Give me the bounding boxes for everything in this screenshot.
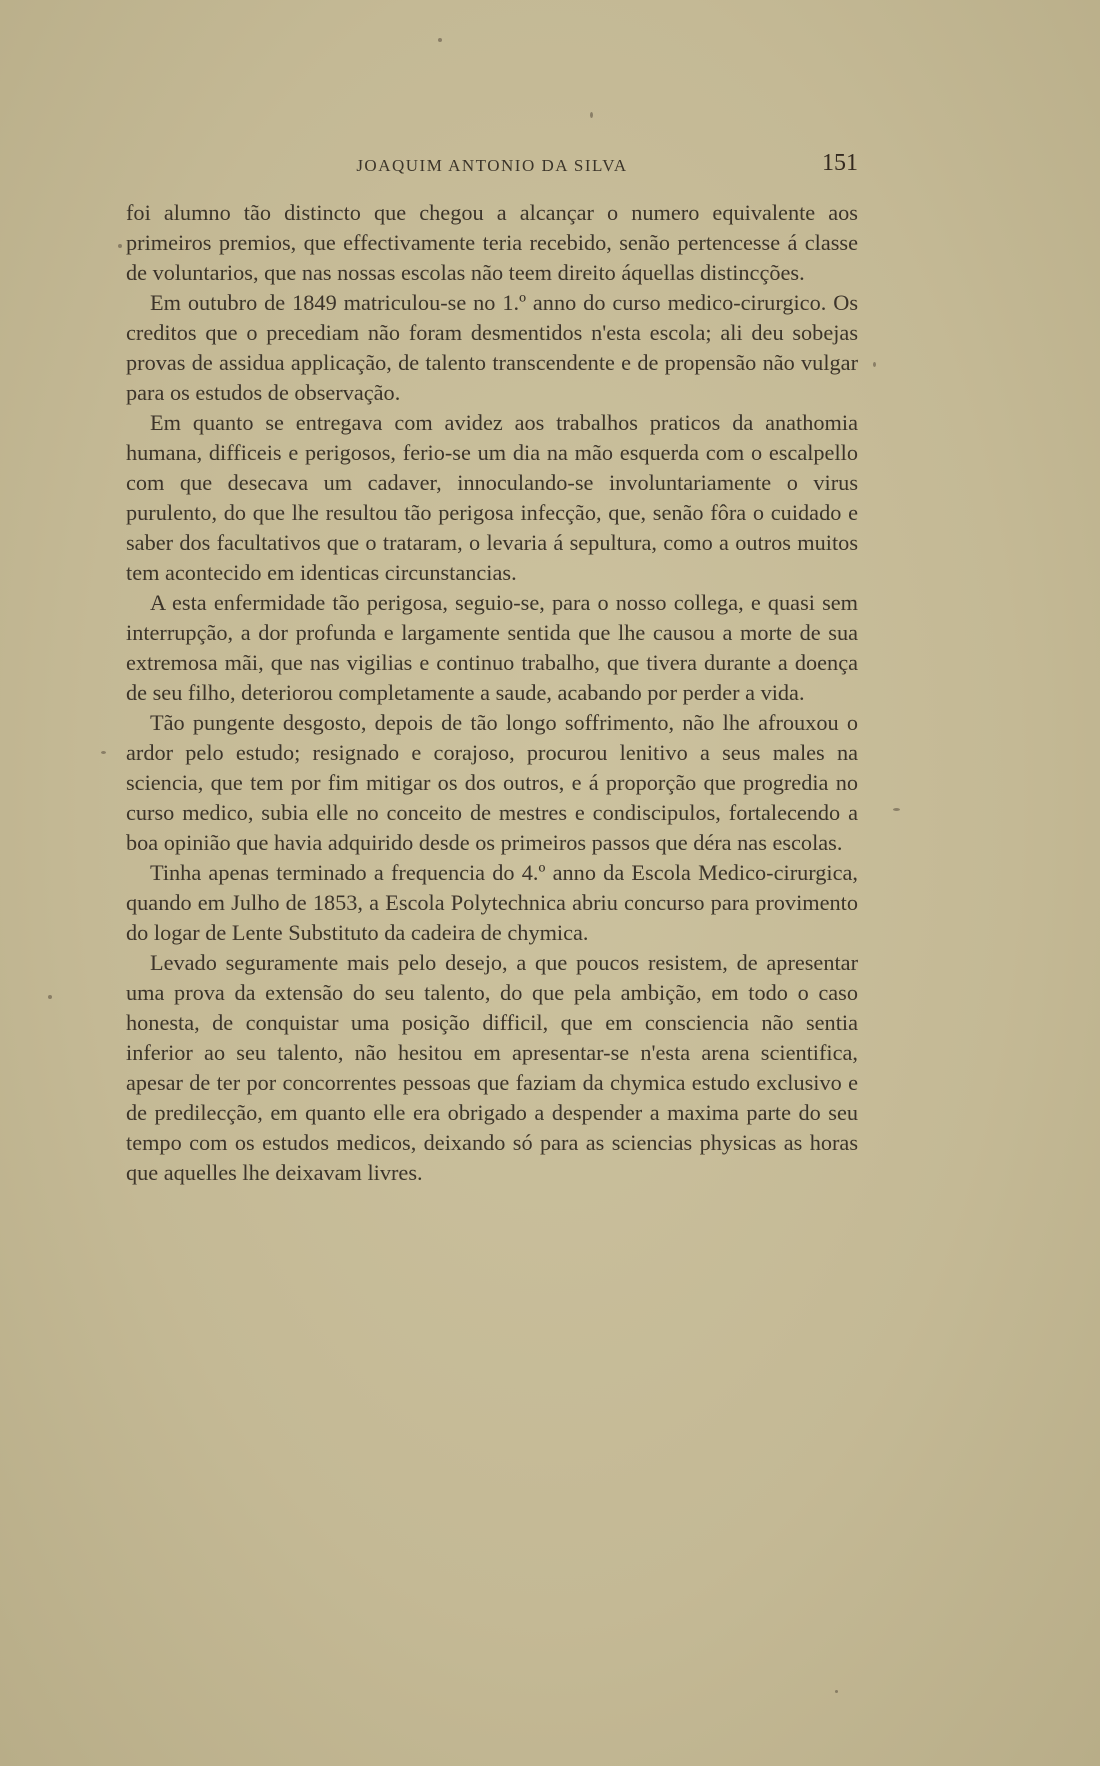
paper-speck: [835, 1690, 838, 1693]
paper-speck: [873, 362, 876, 367]
paragraph: Tão pungente desgosto, depois de tão longo soffrimento, não lhe afrouxou o ardor pelo estudo; resignado e corajoso, procurou lenitivo a seus males na sciencia, que tem por fim mitigar os dos outros, e á proporção que progredia no curso medico, subia elle no conceito de mestres e condiscipulos, fortalecendo a boa opinião que havia adquirido desde os primeiros passos que déra nas escolas.: [126, 710, 858, 855]
paper-speck: [438, 38, 442, 42]
paragraph: Tinha apenas terminado a frequencia do 4.º anno da Escola Medico-cirurgica, quando em Julho de 1853, a Escola Polytechnica abriu concurso para provimento do logar de Lente Substituto da cadeira de chymica.: [126, 860, 858, 945]
paper-speck: [590, 112, 593, 118]
body-text: [126, 198, 858, 1188]
paper-speck: [118, 244, 122, 248]
paragraph: A esta enfermidade tão perigosa, seguio-se, para o nosso collega, e quasi sem interrupção, a dor profunda e largamente sentida que lhe causou a morte de sua extremosa mãi, que nas vigilias e continuo trabalho, que tivera durante a doença de seu filho, deteriorou completamente a saude, acabando por perder a vida.: [126, 590, 858, 705]
running-head: [126, 148, 858, 182]
paragraph: foi alumno tão distincto que chegou a alcançar o numero equivalente aos primeiros premios, que effectivamente teria recebido, senão pertencesse á classe de voluntarios, que nas nossas escolas não teem direito áquellas distincções.: [126, 200, 858, 285]
running-head-title: JOAQUIM ANTONIO DA SILVA: [356, 156, 628, 175]
paragraph: Em quanto se entregava com avidez aos trabalhos praticos da anathomia humana, difficeis e perigosos, ferio-se um dia na mão esquerda com o escalpello com que desecava um cadaver, innoculando-se involuntariamente o virus purulento, do que lhe resultou tão perigosa infecção, que, senão fôra o cuidado e saber dos facultativos que o trataram, o levaria á sepultura, como a outros muitos tem acontecido em identicas circunstancias.: [126, 410, 858, 585]
paragraph: Levado seguramente mais pelo desejo, a que poucos resistem, de apresentar uma prova da extensão do seu talento, do que pela ambição, em todo o caso honesta, de conquistar uma posição difficil, que em consciencia não sentia inferior ao seu talento, não hesitou em apresentar-se n'esta arena scientifica, apesar de ter por concorrentes pessoas que faziam da chymica estudo exclusivo e de predilecção, em quanto elle era obrigado a despender a maxima parte do seu tempo com os estudos medicos, deixando só para as sciencias physicas as horas que aquelles lhe deixavam livres.: [126, 950, 858, 1185]
paper-speck: [101, 751, 106, 754]
paragraph: Em outubro de 1849 matriculou-se no 1.º anno do curso medico-cirurgico. Os creditos que o precediam não foram desmentidos n'esta escola; ali deu sobejas provas de assidua applicação, de talento transcendente e de propensão não vulgar para os estudos de observação.: [126, 290, 858, 405]
paper-speck: [893, 808, 900, 811]
page-number: 151: [822, 150, 858, 176]
paper-speck: [48, 995, 52, 999]
